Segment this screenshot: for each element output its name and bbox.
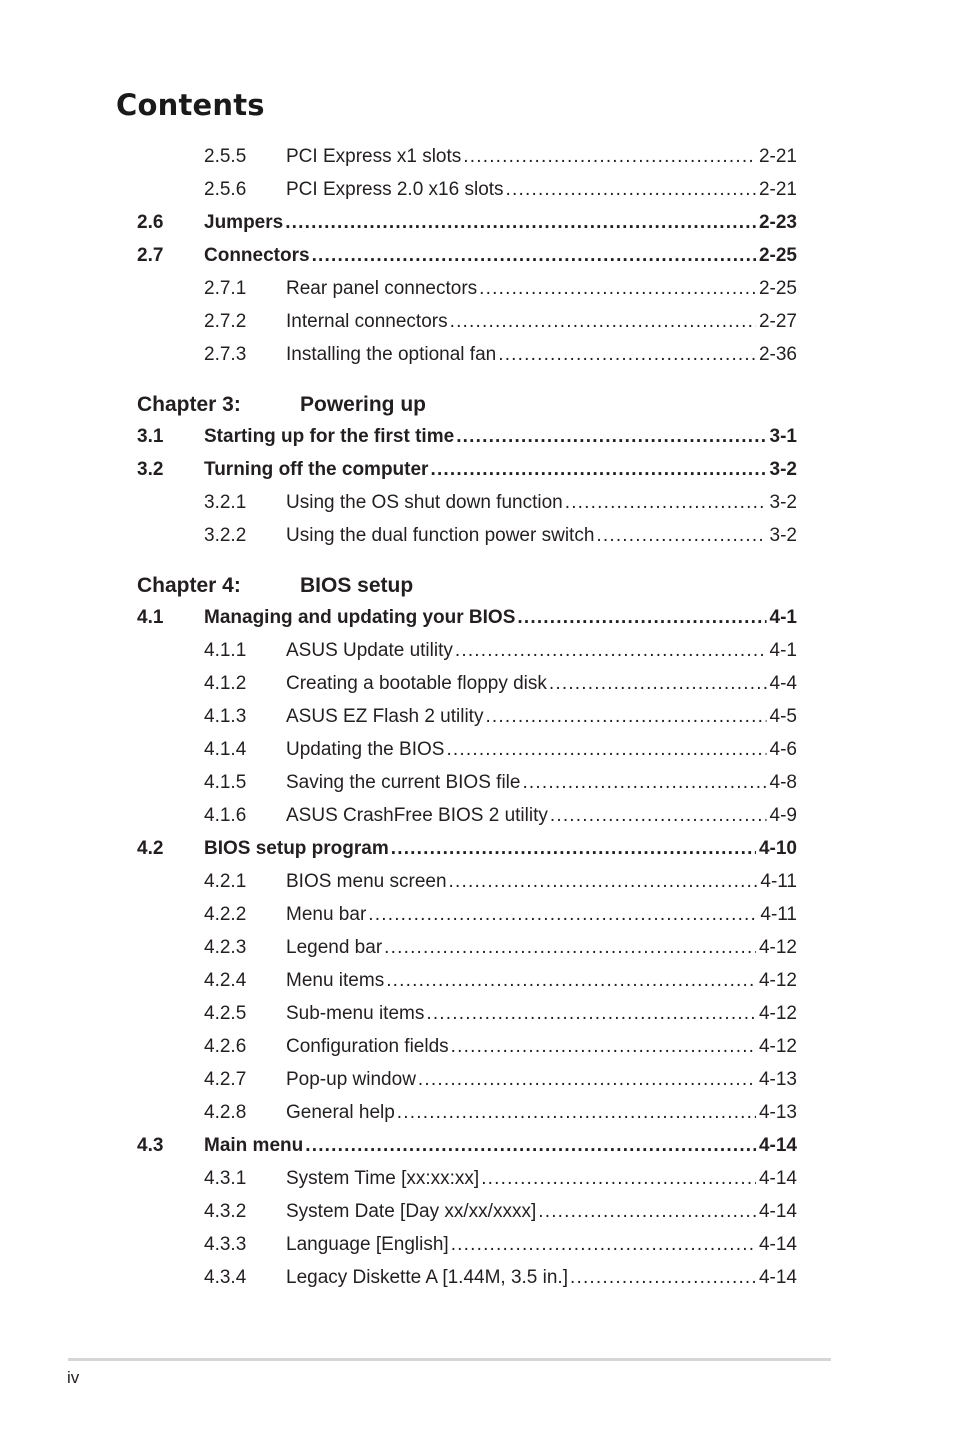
entry-page-number: 2-36 bbox=[758, 344, 797, 365]
entry-line bbox=[286, 805, 797, 827]
entry-title: Legacy Diskette A [1.44M, 3.5 in.] bbox=[286, 1267, 568, 1288]
entry-page-number: 3-2 bbox=[769, 525, 797, 546]
entry-number: 4.2.1 bbox=[204, 871, 247, 892]
entry-title: ASUS Update utility bbox=[286, 640, 453, 661]
toc-chapter-heading bbox=[0, 370, 954, 419]
chapter-number: Chapter 3: bbox=[137, 393, 241, 416]
entry-title: Rear panel connectors bbox=[286, 278, 478, 299]
toc-subsection-entry[interactable] bbox=[0, 963, 954, 996]
toc-section-entry[interactable] bbox=[0, 831, 954, 864]
chapter-number: Chapter 4: bbox=[137, 574, 241, 597]
dot-leader bbox=[517, 607, 766, 629]
entry-number: 4.2.8 bbox=[204, 1102, 247, 1123]
dot-leader bbox=[312, 245, 756, 267]
entry-title: Connectors bbox=[204, 245, 310, 266]
entry-page-number: 3-1 bbox=[769, 426, 797, 447]
entry-line bbox=[286, 1168, 797, 1190]
entry-page-number: 4-14 bbox=[758, 1267, 797, 1288]
entry-line bbox=[286, 871, 797, 893]
entry-page-number: 4-11 bbox=[760, 871, 797, 892]
entry-title: Managing and updating your BIOS bbox=[204, 607, 516, 628]
entry-number: 4.3.2 bbox=[204, 1201, 247, 1222]
toc-subsection-entry[interactable] bbox=[0, 485, 954, 518]
entry-page-number: 4-11 bbox=[760, 904, 797, 925]
dot-leader bbox=[451, 1234, 756, 1256]
entry-number: 2.6 bbox=[137, 212, 164, 233]
entry-page-number: 4-13 bbox=[758, 1069, 797, 1090]
dot-leader bbox=[418, 1069, 756, 1091]
entry-title: System Time [xx:xx:xx] bbox=[286, 1168, 480, 1189]
entry-line bbox=[204, 607, 797, 629]
toc-subsection-entry[interactable] bbox=[0, 1227, 954, 1260]
toc-subsection-entry[interactable] bbox=[0, 1095, 954, 1128]
entry-line bbox=[286, 673, 797, 695]
entry-number: 4.2.2 bbox=[204, 904, 247, 925]
dot-leader bbox=[449, 871, 758, 893]
entry-page-number: 4-12 bbox=[758, 970, 797, 991]
toc-subsection-entry[interactable] bbox=[0, 1062, 954, 1095]
toc-subsection-entry[interactable] bbox=[0, 996, 954, 1029]
dot-leader bbox=[386, 970, 756, 992]
toc-section-entry[interactable] bbox=[0, 1128, 954, 1161]
entry-line bbox=[286, 1234, 797, 1256]
entry-number: 2.7 bbox=[137, 245, 164, 266]
entry-title: Creating a bootable floppy disk bbox=[286, 673, 547, 694]
toc-subsection-entry[interactable] bbox=[0, 732, 954, 765]
entry-line bbox=[286, 739, 797, 761]
dot-leader bbox=[391, 838, 756, 860]
toc-subsection-entry[interactable] bbox=[0, 1194, 954, 1227]
footer-page-number: iv bbox=[67, 1368, 80, 1387]
entry-page-number: 4-14 bbox=[758, 1234, 797, 1255]
entry-page-number: 4-12 bbox=[758, 1003, 797, 1024]
entry-line bbox=[286, 1036, 797, 1058]
entry-page-number: 2-27 bbox=[758, 311, 797, 332]
entry-page-number: 4-14 bbox=[758, 1135, 797, 1156]
entry-title: Menu items bbox=[286, 970, 385, 991]
entry-page-number: 4-9 bbox=[769, 805, 797, 826]
entry-number: 3.1 bbox=[137, 426, 164, 447]
toc-section-entry[interactable] bbox=[0, 205, 954, 238]
entry-number: 2.7.2 bbox=[204, 311, 247, 332]
dot-leader bbox=[384, 937, 756, 959]
entry-number: 4.1.3 bbox=[204, 706, 247, 727]
toc-subsection-entry[interactable] bbox=[0, 172, 954, 205]
toc-chapter-heading bbox=[0, 551, 954, 600]
entry-title: Using the dual function power switch bbox=[286, 525, 595, 546]
entry-number: 4.2.3 bbox=[204, 937, 247, 958]
entry-line bbox=[286, 1267, 797, 1289]
toc-subsection-entry[interactable] bbox=[0, 666, 954, 699]
entry-line bbox=[204, 212, 797, 234]
entry-number: 4.2 bbox=[137, 838, 164, 859]
entry-page-number: 3-2 bbox=[769, 492, 797, 513]
entry-line bbox=[204, 426, 797, 448]
entry-title: Updating the BIOS bbox=[286, 739, 445, 760]
entry-line bbox=[286, 1102, 797, 1124]
toc-subsection-entry[interactable] bbox=[0, 1161, 954, 1194]
dot-leader bbox=[565, 492, 767, 514]
dot-leader bbox=[538, 1201, 756, 1223]
toc-section-entry[interactable] bbox=[0, 452, 954, 485]
dot-leader bbox=[426, 1003, 756, 1025]
entry-page-number: 2-23 bbox=[758, 212, 797, 233]
entry-line bbox=[204, 459, 797, 481]
entry-page-number: 4-10 bbox=[758, 838, 797, 859]
entry-line bbox=[286, 492, 797, 514]
entry-line bbox=[286, 904, 797, 926]
dot-leader bbox=[479, 278, 756, 300]
entry-number: 4.3.4 bbox=[204, 1267, 247, 1288]
entry-number: 2.5.5 bbox=[204, 146, 247, 167]
entry-number: 4.2.6 bbox=[204, 1036, 247, 1057]
entry-title: Saving the current BIOS file bbox=[286, 772, 521, 793]
dot-leader bbox=[481, 1168, 756, 1190]
toc-subsection-entry[interactable] bbox=[0, 337, 954, 370]
entry-line bbox=[204, 245, 797, 267]
entry-page-number: 4-1 bbox=[769, 607, 797, 628]
entry-line bbox=[286, 146, 797, 168]
toc-section-entry[interactable] bbox=[0, 238, 954, 271]
entry-line bbox=[204, 1135, 797, 1157]
entry-line bbox=[286, 640, 797, 662]
dot-leader bbox=[549, 673, 767, 695]
entry-page-number: 2-25 bbox=[758, 278, 797, 299]
entry-title: BIOS menu screen bbox=[286, 871, 447, 892]
dot-leader bbox=[430, 459, 766, 481]
toc-subsection-entry[interactable] bbox=[0, 518, 954, 551]
entry-number: 2.7.3 bbox=[204, 344, 247, 365]
entry-line bbox=[286, 706, 797, 728]
dot-leader bbox=[550, 805, 767, 827]
entry-line bbox=[286, 525, 797, 547]
dot-leader bbox=[463, 146, 756, 168]
entry-number: 3.2 bbox=[137, 459, 164, 480]
dot-leader bbox=[498, 344, 756, 366]
dot-leader bbox=[456, 426, 766, 448]
table-of-contents bbox=[0, 139, 954, 1293]
chapter-title: BIOS setup bbox=[300, 574, 414, 597]
entry-title: Starting up for the first time bbox=[204, 426, 455, 447]
entry-page-number: 4-8 bbox=[769, 772, 797, 793]
entry-title: Sub-menu items bbox=[286, 1003, 425, 1024]
entry-title: System Date [Day xx/xx/xxxx] bbox=[286, 1201, 537, 1222]
page-title: Contents bbox=[116, 88, 265, 122]
toc-subsection-entry[interactable] bbox=[0, 897, 954, 930]
toc-subsection-entry[interactable] bbox=[0, 864, 954, 897]
dot-leader bbox=[397, 1102, 756, 1124]
entry-page-number: 4-13 bbox=[758, 1102, 797, 1123]
dot-leader bbox=[450, 311, 756, 333]
dot-leader bbox=[305, 1135, 756, 1157]
entry-page-number: 2-21 bbox=[758, 179, 797, 200]
entry-number: 4.1 bbox=[137, 607, 164, 628]
entry-page-number: 4-14 bbox=[758, 1168, 797, 1189]
dot-leader bbox=[570, 1267, 756, 1289]
entry-number: 4.3.3 bbox=[204, 1234, 247, 1255]
entry-page-number: 4-4 bbox=[769, 673, 797, 694]
entry-title: Configuration fields bbox=[286, 1036, 449, 1057]
chapter-title: Powering up bbox=[300, 393, 426, 416]
entry-title: Installing the optional fan bbox=[286, 344, 497, 365]
toc-subsection-entry[interactable] bbox=[0, 798, 954, 831]
entry-number: 3.2.2 bbox=[204, 525, 247, 546]
entry-page-number: 2-21 bbox=[758, 146, 797, 167]
entry-title: Menu bar bbox=[286, 904, 367, 925]
entry-line bbox=[286, 1003, 797, 1025]
entry-title: ASUS EZ Flash 2 utility bbox=[286, 706, 484, 727]
entry-page-number: 4-1 bbox=[769, 640, 797, 661]
entry-number: 4.3 bbox=[137, 1135, 164, 1156]
entry-line bbox=[286, 1069, 797, 1091]
entry-line bbox=[286, 278, 797, 300]
entry-line bbox=[286, 344, 797, 366]
toc-subsection-entry[interactable] bbox=[0, 139, 954, 172]
entry-title: Language [English] bbox=[286, 1234, 449, 1255]
toc-section-entry[interactable] bbox=[0, 600, 954, 633]
entry-title: PCI Express 2.0 x16 slots bbox=[286, 179, 504, 200]
entry-line bbox=[204, 838, 797, 860]
entry-number: 4.2.5 bbox=[204, 1003, 247, 1024]
entry-line bbox=[286, 970, 797, 992]
toc-subsection-entry[interactable] bbox=[0, 699, 954, 732]
entry-number: 2.5.6 bbox=[204, 179, 247, 200]
dot-leader bbox=[485, 706, 766, 728]
entry-line bbox=[286, 772, 797, 794]
entry-page-number: 4-14 bbox=[758, 1201, 797, 1222]
entry-title: Pop-up window bbox=[286, 1069, 416, 1090]
toc-subsection-entry[interactable] bbox=[0, 271, 954, 304]
entry-number: 4.2.7 bbox=[204, 1069, 247, 1090]
entry-title: Internal connectors bbox=[286, 311, 448, 332]
toc-subsection-entry[interactable] bbox=[0, 633, 954, 666]
dot-leader bbox=[368, 904, 757, 926]
entry-title: ASUS CrashFree BIOS 2 utility bbox=[286, 805, 548, 826]
entry-number: 4.2.4 bbox=[204, 970, 247, 991]
entry-number: 4.1.2 bbox=[204, 673, 247, 694]
dot-leader bbox=[285, 212, 756, 234]
entry-title: Jumpers bbox=[204, 212, 284, 233]
entry-page-number: 4-12 bbox=[758, 1036, 797, 1057]
dot-leader bbox=[596, 525, 766, 547]
entry-number: 3.2.1 bbox=[204, 492, 247, 513]
entry-line bbox=[286, 179, 797, 201]
dot-leader bbox=[446, 739, 766, 761]
entry-number: 2.7.1 bbox=[204, 278, 247, 299]
entry-page-number: 4-5 bbox=[769, 706, 797, 727]
toc-section-entry[interactable] bbox=[0, 419, 954, 452]
toc-subsection-entry[interactable] bbox=[0, 765, 954, 798]
entry-line bbox=[286, 1201, 797, 1223]
entry-page-number: 4-6 bbox=[769, 739, 797, 760]
entry-title: General help bbox=[286, 1102, 395, 1123]
entry-title: Main menu bbox=[204, 1135, 304, 1156]
entry-line bbox=[286, 937, 797, 959]
dot-leader bbox=[522, 772, 766, 794]
dot-leader bbox=[451, 1036, 756, 1058]
entry-title: Turning off the computer bbox=[204, 459, 429, 480]
entry-number: 4.1.5 bbox=[204, 772, 247, 793]
entry-number: 4.3.1 bbox=[204, 1168, 247, 1189]
entry-number: 4.1.6 bbox=[204, 805, 247, 826]
entry-title: Legend bar bbox=[286, 937, 383, 958]
entry-line bbox=[286, 311, 797, 333]
toc-subsection-entry[interactable] bbox=[0, 1029, 954, 1062]
entry-number: 4.1.1 bbox=[204, 640, 247, 661]
dot-leader bbox=[506, 179, 756, 201]
toc-subsection-entry[interactable] bbox=[0, 930, 954, 963]
toc-subsection-entry[interactable] bbox=[0, 304, 954, 337]
toc-subsection-entry[interactable] bbox=[0, 1260, 954, 1293]
entry-title: Using the OS shut down function bbox=[286, 492, 563, 513]
entry-number: 4.1.4 bbox=[204, 739, 247, 760]
entry-page-number: 2-25 bbox=[758, 245, 797, 266]
footer-divider bbox=[68, 1358, 831, 1361]
entry-title: PCI Express x1 slots bbox=[286, 146, 462, 167]
entry-page-number: 3-2 bbox=[769, 459, 797, 480]
entry-title: BIOS setup program bbox=[204, 838, 389, 859]
dot-leader bbox=[455, 640, 767, 662]
entry-page-number: 4-12 bbox=[758, 937, 797, 958]
